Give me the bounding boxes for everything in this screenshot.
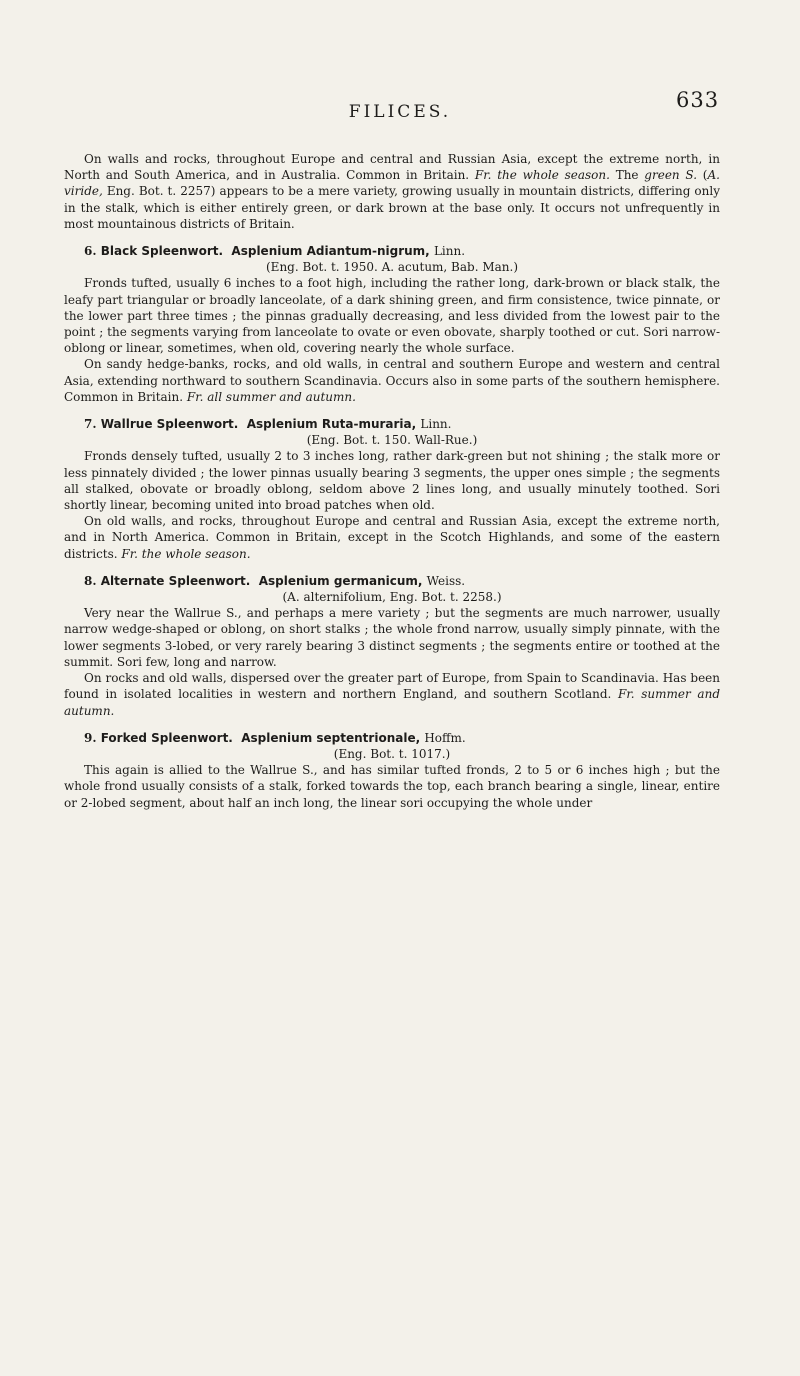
species-entry-8 xyxy=(64,573,720,719)
habitat: On rocks and old walls, dispersed over the greater part of Europe, from Spain to Scandinavia. Has been found in isolated localities in western and northern England, and southern Scotland. Fr. summer and autumn. xyxy=(64,671,720,718)
synonymy: (Eng. Bot. t. 1950. A. acutum, Bab. Man.) xyxy=(266,260,518,275)
authority: Hoffm. xyxy=(424,730,466,745)
flowering-time: Fr. the whole season. xyxy=(474,168,610,183)
page-number: 633 xyxy=(676,88,720,112)
common-name: Forked Spleenwort. xyxy=(100,730,233,745)
species-entry-9 xyxy=(64,730,720,811)
entry-heading: 6. Black Spleenwort. Asplenium Adiantum-nigrum, Linn. xyxy=(84,244,466,259)
latin-name: Asplenium germanicum, xyxy=(258,573,423,588)
flowering-time: Fr. all summer and autumn. xyxy=(186,389,356,404)
habitat: On old walls, and rocks, throughout Europe and central and Russian Asia, except the extreme north, and in North America. Common in Britain, except in the Scotch Highlands, and some of the eastern districts. Fr. the whole season. xyxy=(64,514,720,561)
latin-name: Asplenium septentrionale, xyxy=(241,730,421,745)
page-header xyxy=(0,88,800,128)
species-entry-7 xyxy=(64,416,720,562)
habitat: On sandy hedge-banks, rocks, and old walls, in central and southern Europe and western and central Asia, extending northward to southern Scandinavia. Occurs also in some parts of the southern hemisphere. Common in Britain. Fr. all summer and autumn. xyxy=(64,357,720,404)
synonymy: (Eng. Bot. t. 1017.) xyxy=(333,746,451,761)
flowering-time: Fr. summer and autumn. xyxy=(64,687,720,718)
latin-name: Asplenium Adiantum-nigrum, xyxy=(231,244,430,259)
entry-heading: 9. Forked Spleenwort. Asplenium septentrionale, Hoffm. xyxy=(84,730,466,745)
species-entry-6 xyxy=(64,243,720,405)
latin-name: Asplenium Ruta-muraria, xyxy=(246,417,417,432)
common-name: Black Spleenwort. xyxy=(100,244,224,259)
synonymy: (Eng. Bot. t. 150. Wall-Rue.) xyxy=(306,433,478,448)
common-name: Alternate Spleenwort. xyxy=(100,573,251,588)
synonymy: (A. alternifolium, Eng. Bot. t. 2258.) xyxy=(282,590,502,605)
intro-paragraph: On walls and rocks, throughout Europe and central and Russian Asia, except the extreme north, in North and South America, and in Australia. Common in Britain. Fr. the whole season. The green S. (A. viride, Eng. Bot. t. 2257) appears to be a mere variety, growing usually in mountain districts, differing only in the stalk, which is either entirely green, or dark brown at the base only. It occurs not unfrequently in most mountainous districts of Britain. xyxy=(64,152,720,231)
description: Fronds densely tufted, usually 2 to 3 inches long, rather dark-green but not shining ; the stalk more or less pinnately divided ; the lower pinnas usually bearing 3 segments, the upper ones simple ; the segments all stalked, obovate or broadly oblong, seldom above 2 lines long, and usually minutely toothed. Sori shortly linear, becoming united into broad patches when old. xyxy=(64,449,720,513)
authority: Weiss. xyxy=(426,573,466,588)
flowering-time: Fr. the whole season. xyxy=(121,546,251,561)
running-title: FILICES. xyxy=(348,102,452,122)
description: Fronds tufted, usually 6 inches to a foot high, including the rather long, dark-brown or black stalk, the leafy part triangular or broadly lanceolate, of a dark shining green, and firm consistence, twice pinnate, or the lower part three times ; the pinnas gradually decreasing, and less divided from the lowest pair to the point ; the segments varying from lanceolate to ovate or even obovate, sharply toothed or cut. Sori narrow-oblong or linear, sometimes, when old, covering nearly the whole surface. xyxy=(64,276,720,356)
authority: Linn. xyxy=(420,417,452,432)
description: Very near the Wallrue S., and perhaps a mere variety ; but the segments are much narrower, usually narrow wedge-shaped or oblong, on short stalks ; the whole frond narrow, usually simply pinnate, with the lower segments 3-lobed, or very rarely bearing 3 distinct segments ; the segments entire or toothed at the summit. Sori few, long and narrow. xyxy=(64,606,720,669)
variety-name: green S. xyxy=(644,168,698,183)
page-body xyxy=(64,151,720,811)
authority: Linn. xyxy=(433,244,466,259)
entry-heading: 8. Alternate Spleenwort. Asplenium germanicum, Weiss. xyxy=(84,573,466,588)
common-name: Wallrue Spleenwort. xyxy=(100,417,239,432)
variety-synonym: A. viride, xyxy=(64,168,720,199)
entry-heading: 7. Wallrue Spleenwort. Asplenium Ruta-muraria, Linn. xyxy=(84,417,452,432)
description: This again is allied to the Wallrue S., and has similar tufted fronds, 2 to 5 or 6 inches high ; but the whole frond usually consists of a stalk, forked towards the top, each branch bearing a single, linear, entire or 2-lobed segment, about half an inch long, the linear sori occupying the whole under xyxy=(64,763,720,810)
